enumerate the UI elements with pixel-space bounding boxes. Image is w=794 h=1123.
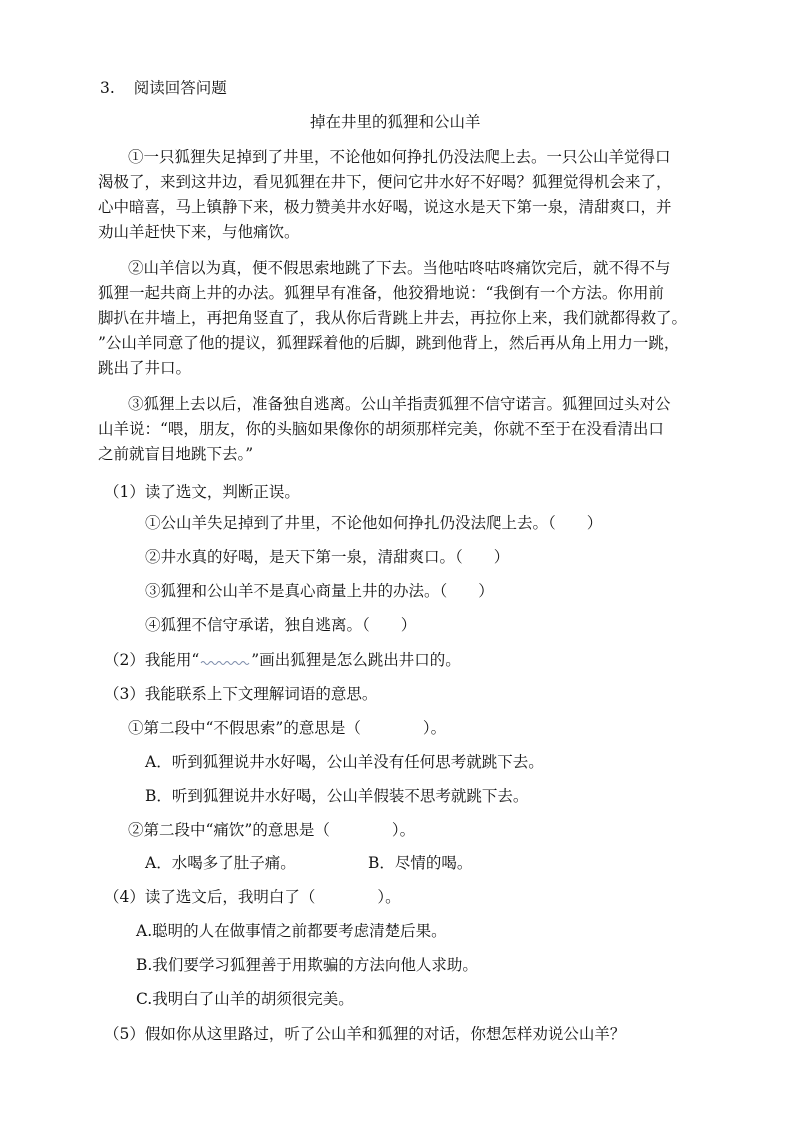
paragraph-line: ③狐狸上去以后，准备独自逃离。公山羊指责狐狸不信守诺言。狐狸回过头对公 <box>128 395 671 413</box>
paragraph-line: ②山羊信以为真，便不假思索地跳了下去。当他咕咚咕咚痛饮完后，就不得不与 <box>128 259 671 277</box>
sub-question-2 <box>104 650 461 670</box>
sub-question-label: （3）我能联系上下文理解词语的意思。 <box>104 685 378 703</box>
paragraph-line: 山羊说：“喂，朋友，你的头脑如果像你的胡须那样完美，你就不至于在没看清出口 <box>98 420 664 438</box>
word-question: ①第二段中“不假思索”的意思是（ ）。 <box>128 719 447 737</box>
sub-question-5: （5）假如你从这里路过，听了公山羊和狐狸的对话，你想怎样劝说公山羊？ <box>104 1025 626 1043</box>
choice-option: A.聪明的人在做事情之前都要考虑清楚后果。 <box>136 922 447 940</box>
choice-option: B．尽情的喝。 <box>368 854 473 872</box>
paragraph-line: 之前就盲目地跳下去。” <box>98 445 254 463</box>
true-false-item: ③狐狸和公山羊不是真心商量上井的办法。（ ） <box>145 582 494 600</box>
question-header <box>100 78 227 98</box>
paragraph-line: ①一只狐狸失足掉到了井里，不论他如何挣扎仍没法爬上去。一只公山羊觉得口 <box>128 148 671 166</box>
question-label: 阅读回答问题 <box>133 79 227 97</box>
choice-option: A．听到狐狸说井水好喝，公山羊没有任何思考就跳下去。 <box>145 753 544 771</box>
paragraph-line: ”公山羊同意了他的提议，狐狸踩着他的后脚，跳到他背上，然后再从角上用力一跳， <box>98 334 680 352</box>
passage-title: 掉在井里的狐狸和公山羊 <box>310 113 481 131</box>
sub-question-prefix: （2）我能用“ <box>104 651 200 669</box>
choice-option: B．听到狐狸说井水好喝，公山羊假装不思考就跳下去。 <box>145 787 529 805</box>
paragraph-line: 心中暗喜，马上镇静下来，极力赞美井水好喝，说这水是天下第一泉，清甜爽口，并 <box>98 198 672 216</box>
true-false-item: ②井水真的好喝，是天下第一泉，清甜爽口。（ ） <box>145 548 510 566</box>
paragraph-line: 劝山羊赶快下来，与他痛饮。 <box>98 223 300 241</box>
paragraph-line: 渴极了，来到这井边，看见狐狸在井下，便问它井水好不好喝？狐狸觉得机会来了， <box>98 173 672 191</box>
wavy-underline-icon <box>199 655 251 667</box>
question-number: 3. <box>100 79 115 97</box>
true-false-item: ①公山羊失足掉到了井里，不论他如何挣扎仍没法爬上去。（ ） <box>145 514 603 532</box>
sub-question-label: （1）读了选文，判断正误。 <box>104 483 300 501</box>
paragraph-line: 脚扒在井墙上，再把角竖直了，我从你后背跳上井去，再拉你上来，我们就都得救了。 <box>98 309 688 327</box>
choice-option: C.我明白了山羊的胡须很完美。 <box>136 990 354 1008</box>
choice-option: B.我们要学习狐狸善于用欺骗的方法向他人求助。 <box>136 956 478 974</box>
word-question: ②第二段中“痛饮”的意思是（ ）。 <box>128 821 416 839</box>
sub-question-label: （4）读了选文后，我明白了（ ）。 <box>104 888 401 906</box>
paragraph-line: 跳出了井口。 <box>98 359 192 377</box>
paragraph-line: 狐狸一起共商上井的办法。狐狸早有准备，他狡猾地说：“我倒有一个方法。你用前 <box>98 284 664 302</box>
choice-option: A．水喝多了肚子痛。 <box>145 854 296 872</box>
sub-question-suffix: ”画出狐狸是怎么跳出井口的。 <box>251 651 461 669</box>
true-false-item: ④狐狸不信守承诺，独自逃离。（ ） <box>145 616 417 634</box>
